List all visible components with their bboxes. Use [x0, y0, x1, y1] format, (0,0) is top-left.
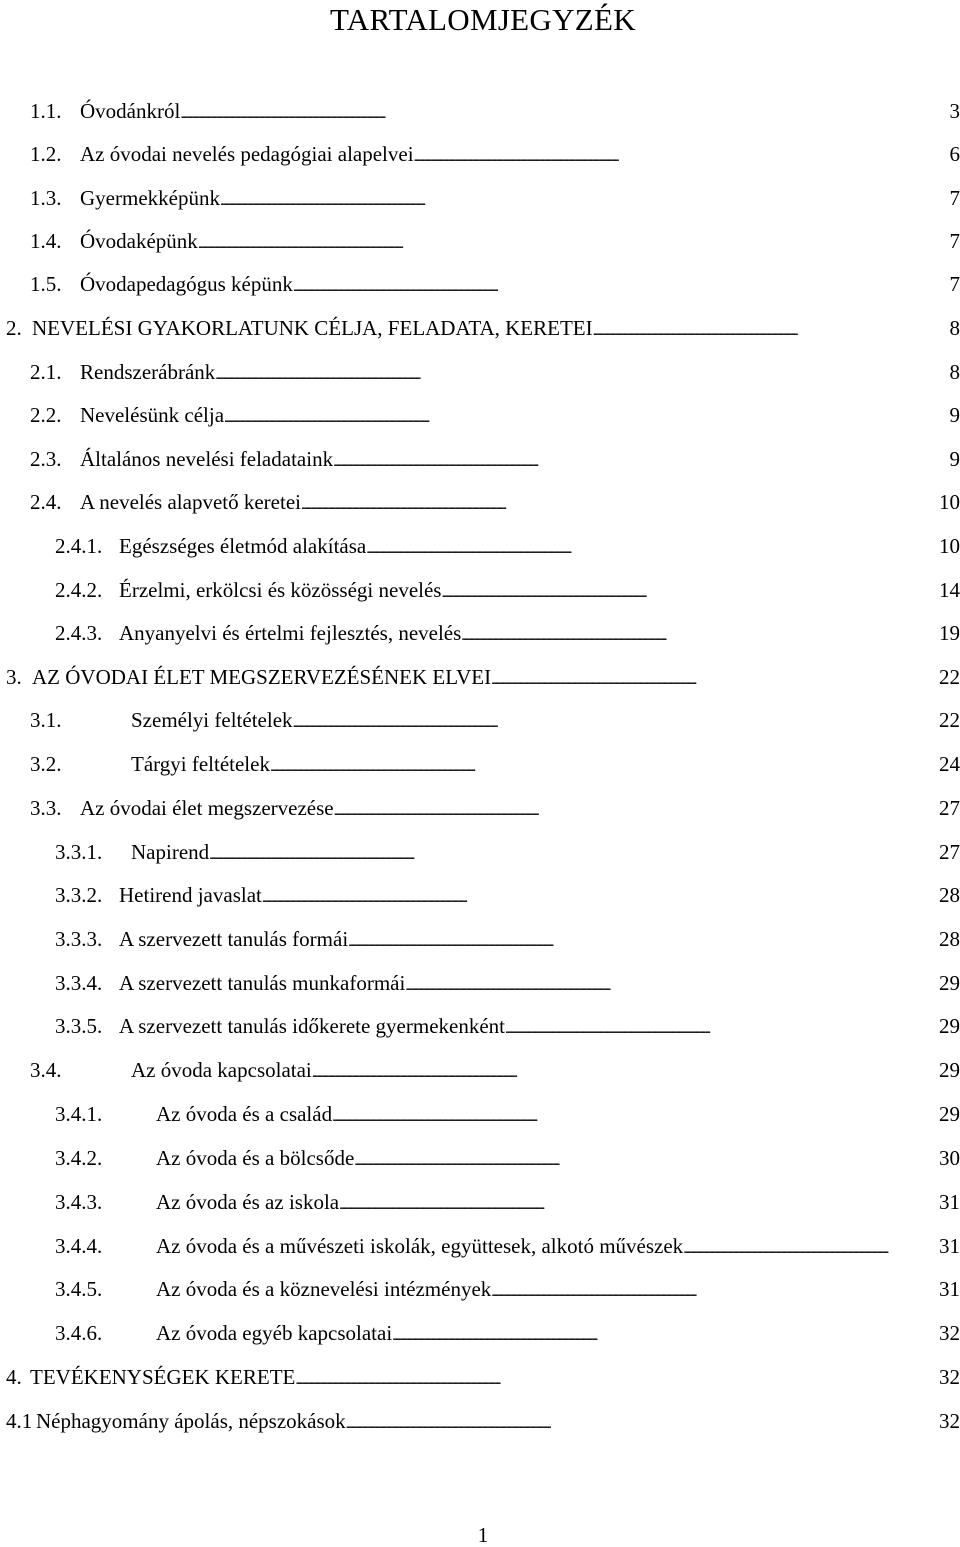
- toc-entry-page: 31: [935, 1274, 960, 1308]
- toc-entry-page: 19: [935, 618, 960, 652]
- dot-leader: [441, 575, 935, 609]
- toc-entry-number: 1.5.: [30, 272, 62, 296]
- toc-entry-title: Óvodaképünk: [80, 226, 198, 260]
- toc-entry[interactable]: [0, 1143, 960, 1173]
- toc-entry-title: Óvodánkról: [80, 96, 180, 130]
- toc-entry-title: Hetirend javaslat: [119, 880, 262, 914]
- toc-entry-title: Általános nevelési feladataink: [80, 444, 333, 478]
- toc-entry[interactable]: [0, 1099, 960, 1129]
- page-title: TARTALOMJEGYZÉK: [330, 2, 636, 37]
- toc-entry-number: 3.4.4.: [55, 1234, 103, 1258]
- dot-leader: [593, 313, 946, 347]
- toc-entry-page: 29: [935, 1099, 960, 1133]
- toc-entry-number: 2.4.3.: [55, 621, 103, 645]
- toc-entry-page: 7: [946, 269, 960, 303]
- dot-leader: [491, 662, 935, 696]
- toc-entry-page: 8: [946, 357, 960, 391]
- toc-entry[interactable]: [0, 1362, 960, 1392]
- page-number: 1: [477, 1523, 489, 1547]
- toc-entry-number: 3.3.: [30, 796, 62, 820]
- dot-leader: [220, 183, 946, 217]
- dot-leader: [312, 1055, 935, 1089]
- toc-entry-number: 2.3.: [30, 447, 62, 471]
- dot-leader: [505, 1011, 935, 1045]
- dot-leader: [198, 226, 946, 260]
- toc-entry-page: 29: [935, 1055, 960, 1089]
- toc-entry-number: 2.2.: [30, 403, 62, 427]
- toc-entry-page: 29: [935, 1011, 960, 1045]
- dot-leader: [348, 924, 935, 958]
- dot-leader: [332, 1099, 935, 1133]
- toc-entry-number: 3.3.4.: [55, 971, 103, 995]
- toc-entry-page: 31: [935, 1231, 960, 1265]
- dot-leader: [346, 1406, 935, 1440]
- toc-entry[interactable]: [0, 1318, 960, 1348]
- toc-entry[interactable]: [0, 1055, 960, 1085]
- toc-entry-page: 32: [935, 1318, 960, 1352]
- toc-entry-title: Óvodapedagógus képünk: [80, 269, 293, 303]
- toc-entry-number: 3.3.3.: [55, 927, 103, 951]
- toc-entry[interactable]: [0, 880, 960, 910]
- toc-entry-title: Az óvoda és a bölcsőde: [156, 1143, 354, 1177]
- toc-entry-number: 3.: [6, 665, 22, 689]
- toc-entry-number: 3.4.: [30, 1058, 62, 1082]
- toc-entry-number: 3.3.2.: [55, 883, 103, 907]
- toc-entry-page: 10: [935, 531, 960, 565]
- toc-entry[interactable]: [0, 662, 960, 692]
- toc-entry-page: 7: [946, 226, 960, 260]
- toc-entry-page: 10: [935, 487, 960, 521]
- toc-entry[interactable]: [0, 575, 960, 605]
- toc-entry[interactable]: [0, 705, 960, 735]
- toc-entry-page: 9: [946, 400, 960, 434]
- toc-entry-title: TEVÉKENYSÉGEK KERETE: [30, 1362, 295, 1396]
- toc-entry-page: 7: [946, 183, 960, 217]
- toc-entry-title: Az óvodai élet megszervezése: [80, 793, 334, 827]
- dot-leader: [339, 1187, 935, 1221]
- toc-entry-page: 32: [935, 1362, 960, 1396]
- dot-leader: [366, 531, 935, 565]
- toc-entry-title: Gyermekképünk: [80, 183, 220, 217]
- toc-entry-title: Az óvoda és a köznevelési intézmények: [156, 1274, 491, 1308]
- toc-entry[interactable]: [0, 837, 960, 867]
- dot-leader: [270, 749, 935, 783]
- toc-entry-title: AZ ÓVODAI ÉLET MEGSZERVEZÉSÉNEK ELVEI: [32, 662, 491, 696]
- toc-entry-number: 3.3.5.: [55, 1014, 103, 1038]
- toc-entry-title: Néphagyomány ápolás, népszokások: [36, 1406, 346, 1440]
- toc-entry[interactable]: [0, 1406, 960, 1436]
- toc-entry-number: 2.4.2.: [55, 578, 103, 602]
- dot-leader: [215, 357, 945, 391]
- dot-leader: [262, 880, 935, 914]
- toc-entry-title: Személyi feltételek: [131, 705, 293, 739]
- toc-entry[interactable]: [0, 269, 960, 299]
- dot-leader: [461, 618, 935, 652]
- toc-entry-title: A szervezett tanulás munkaformái: [119, 968, 405, 1002]
- dot-leader: [209, 837, 935, 871]
- toc-entry[interactable]: [0, 1231, 960, 1261]
- toc-entry[interactable]: [0, 357, 960, 387]
- toc-entry[interactable]: [0, 618, 960, 648]
- toc-entry-title: Egészséges életmód alakítása: [119, 531, 366, 565]
- toc-entry-number: 2.4.: [30, 490, 62, 514]
- toc-entry-page: 29: [935, 968, 960, 1002]
- toc-entry-page: 9: [946, 444, 960, 478]
- toc-entry-number: 3.4.3.: [55, 1190, 103, 1214]
- toc-entry-number: 3.4.2.: [55, 1146, 103, 1170]
- toc-entry-page: 14: [935, 575, 960, 609]
- toc-entry-title: Tárgyi feltételek: [131, 749, 270, 783]
- toc-entry-number: 1.1.: [30, 99, 62, 123]
- toc-entry[interactable]: [0, 1274, 960, 1304]
- toc-entry[interactable]: [0, 487, 960, 517]
- toc-entry-page: 22: [935, 662, 960, 696]
- toc-entry-number: 1.3.: [30, 186, 62, 210]
- toc-entry-title: A szervezett tanulás időkerete gyermekenként: [119, 1011, 505, 1045]
- dot-leader: [295, 1362, 935, 1396]
- toc-entry[interactable]: [0, 400, 960, 430]
- dot-leader: [392, 1318, 935, 1352]
- toc-entry-title: Anyanyelvi és értelmi fejlesztés, nevelés: [119, 618, 461, 652]
- toc-entry-page: 30: [935, 1143, 960, 1177]
- toc-entry-number: 4.: [6, 1365, 22, 1389]
- toc-entry-number: 3.4.6.: [55, 1321, 103, 1345]
- toc-entry[interactable]: [0, 226, 960, 256]
- toc-entry[interactable]: [0, 96, 960, 126]
- toc-entry-title: Az óvoda kapcsolatai: [131, 1055, 312, 1089]
- toc-entry-number: 3.4.1.: [55, 1102, 103, 1126]
- dot-leader: [414, 139, 946, 173]
- toc-entry[interactable]: [0, 793, 960, 823]
- dot-leader: [333, 444, 945, 478]
- toc-entry[interactable]: [0, 1011, 960, 1041]
- toc-entry-title: Nevelésünk célja: [80, 400, 224, 434]
- toc-entry-page: 31: [935, 1187, 960, 1221]
- toc-entry-number: 2.4.1.: [55, 534, 103, 558]
- toc-entry-title: Az óvoda és az iskola: [156, 1187, 339, 1221]
- dot-leader: [334, 793, 935, 827]
- toc-entry-title: Az óvoda és a család: [156, 1099, 332, 1133]
- toc-entry-title: Az óvoda egyéb kapcsolatai: [156, 1318, 392, 1352]
- toc-entry-page: 32: [935, 1406, 960, 1440]
- toc-entry-title: Az óvoda és a művészeti iskolák, együttesek, alkotó művészek: [156, 1231, 683, 1265]
- dot-leader: [293, 269, 946, 303]
- toc-entry[interactable]: [0, 531, 960, 561]
- toc-entry-number: 3.4.5.: [55, 1277, 103, 1301]
- toc-entry-number: 3.1.: [30, 708, 62, 732]
- dot-leader: [405, 968, 935, 1002]
- toc-entry[interactable]: [0, 139, 960, 169]
- toc-entry[interactable]: [0, 183, 960, 213]
- dot-leader: [491, 1274, 935, 1308]
- toc-entry[interactable]: [0, 1187, 960, 1217]
- toc-entry[interactable]: [0, 749, 960, 779]
- toc-entry-title: Napirend: [131, 837, 209, 871]
- toc-entry-number: 1.2.: [30, 142, 62, 166]
- dot-leader: [354, 1143, 935, 1177]
- dot-leader: [301, 487, 935, 521]
- toc-entry[interactable]: [0, 444, 960, 474]
- dot-leader: [293, 705, 935, 739]
- toc-entry-page: 6: [946, 139, 960, 173]
- toc-entry[interactable]: [0, 968, 960, 998]
- toc-entry[interactable]: [0, 924, 960, 954]
- toc-entry-number: 1.4.: [30, 229, 62, 253]
- toc-entry-title: Érzelmi, erkölcsi és közösségi nevelés: [119, 575, 441, 609]
- toc-entry-page: 27: [935, 793, 960, 827]
- toc-entry-number: 3.2.: [30, 752, 62, 776]
- toc-entry-number: 2.1.: [30, 360, 62, 384]
- toc-entry-number: 3.3.1.: [55, 840, 103, 864]
- dot-leader: [683, 1231, 935, 1265]
- toc-entry-number: 2.: [6, 316, 22, 340]
- dot-leader: [224, 400, 945, 434]
- toc-entry-page: 3: [946, 96, 960, 130]
- toc-entry-page: 22: [935, 705, 960, 739]
- toc-entry-page: 24: [935, 749, 960, 783]
- dot-leader: [180, 96, 945, 130]
- toc-entry-title: Rendszerábránk: [80, 357, 215, 391]
- toc-entry[interactable]: [0, 313, 960, 343]
- toc-entry-page: 8: [946, 313, 960, 347]
- toc-entry-title: A nevelés alapvető keretei: [80, 487, 301, 521]
- toc-entry-page: 28: [935, 880, 960, 914]
- toc-entry-number: 4.1: [6, 1409, 33, 1433]
- toc-entry-title: A szervezett tanulás formái: [119, 924, 348, 958]
- toc-entry-page: 28: [935, 924, 960, 958]
- toc-entry-page: 27: [935, 837, 960, 871]
- toc-entry-title: Az óvodai nevelés pedagógiai alapelvei: [80, 139, 414, 173]
- toc-entry-title: NEVELÉSI GYAKORLATUNK CÉLJA, FELADATA, KERETEI: [32, 313, 593, 347]
